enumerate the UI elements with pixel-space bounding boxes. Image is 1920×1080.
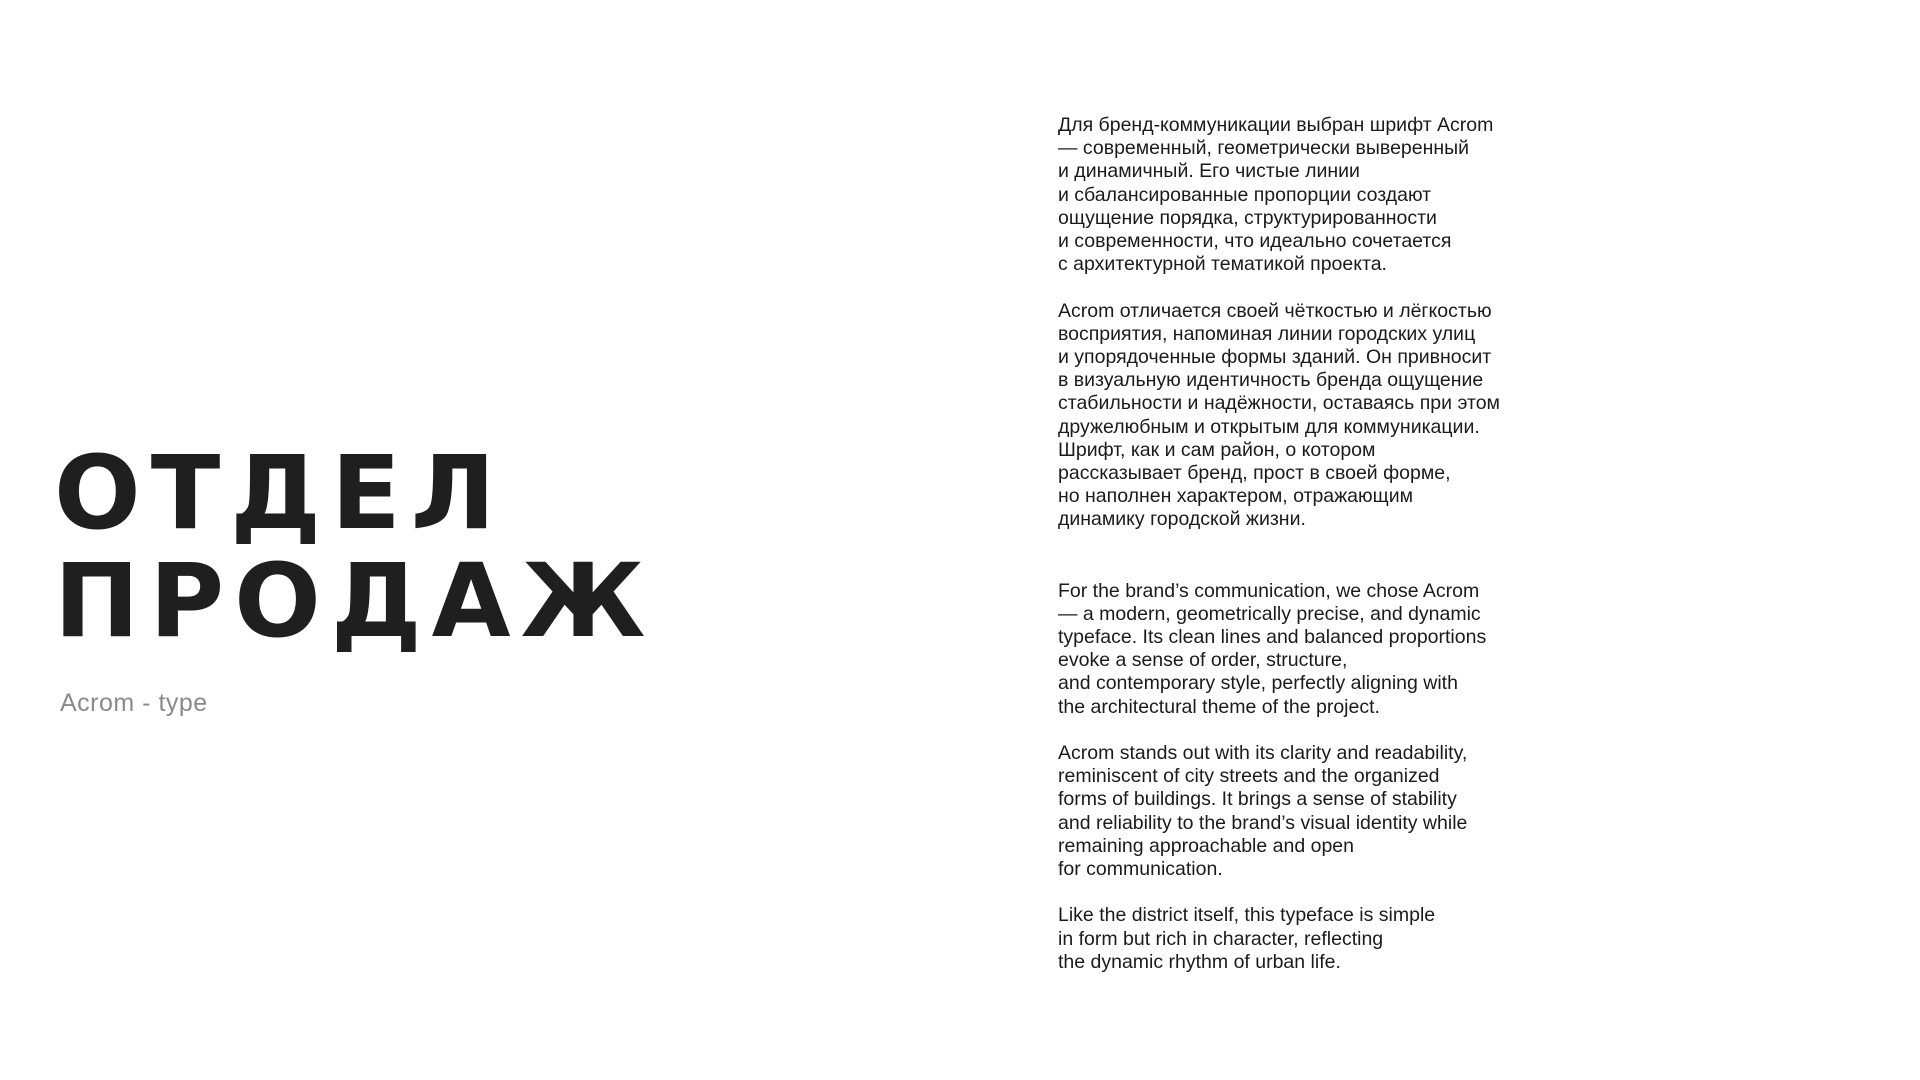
description-text-block bbox=[1058, 114, 1578, 974]
title-block bbox=[54, 434, 656, 718]
paragraph-en-3: Like the district itself, this typeface is simple in form but rich in character, reflecting the dynamic rhythm of urban life. bbox=[1058, 904, 1436, 973]
headline-line-1: ОТДЕЛ bbox=[54, 434, 506, 553]
font-name-subtitle: Acrom - type bbox=[60, 689, 208, 717]
headline bbox=[54, 434, 656, 661]
paragraph-ru-1: Для бренд-коммуникации выбран шрифт Acrom — современный, геометрически выверенный и динамичный. Его чистые линии и сбалансированные пропорции создают ощущение порядка, структурированности и современности, что идеально сочетается с архитектурной тематикой проекта. bbox=[1058, 114, 1494, 276]
paragraph-en-1: For the brand’s communication, we chose Acrom — a modern, geometrically precise, and dynamic typeface. Its clean lines and balanced proportions evoke a sense of order, structure, and contemporary style, perfectly aligning with the architectural theme of the project. bbox=[1058, 579, 1487, 718]
paragraph-ru-2: Acrom отличается своей чёткостью и лёгкостью восприятия, напоминая линии городских улиц и упорядоченные формы зданий. Он привносит в визуальную идентичность бренда ощущение стабильности и надёжности, оставаясь при этом дружелюбным и открытым для коммуникации. Шрифт, как и сам район, о котором рассказывает бренд, прост в своей форме, но наполнен характером, отражающим динамику городской жизни. bbox=[1058, 299, 1500, 531]
headline-line-2: ПРОДАЖ bbox=[54, 542, 656, 661]
paragraph-en-2: Acrom stands out with its clarity and readability, reminiscent of city streets and the organized forms of buildings. It brings a sense of stability and reliability to the brand’s visual identity while remaining approachable and open for communication. bbox=[1058, 742, 1468, 881]
